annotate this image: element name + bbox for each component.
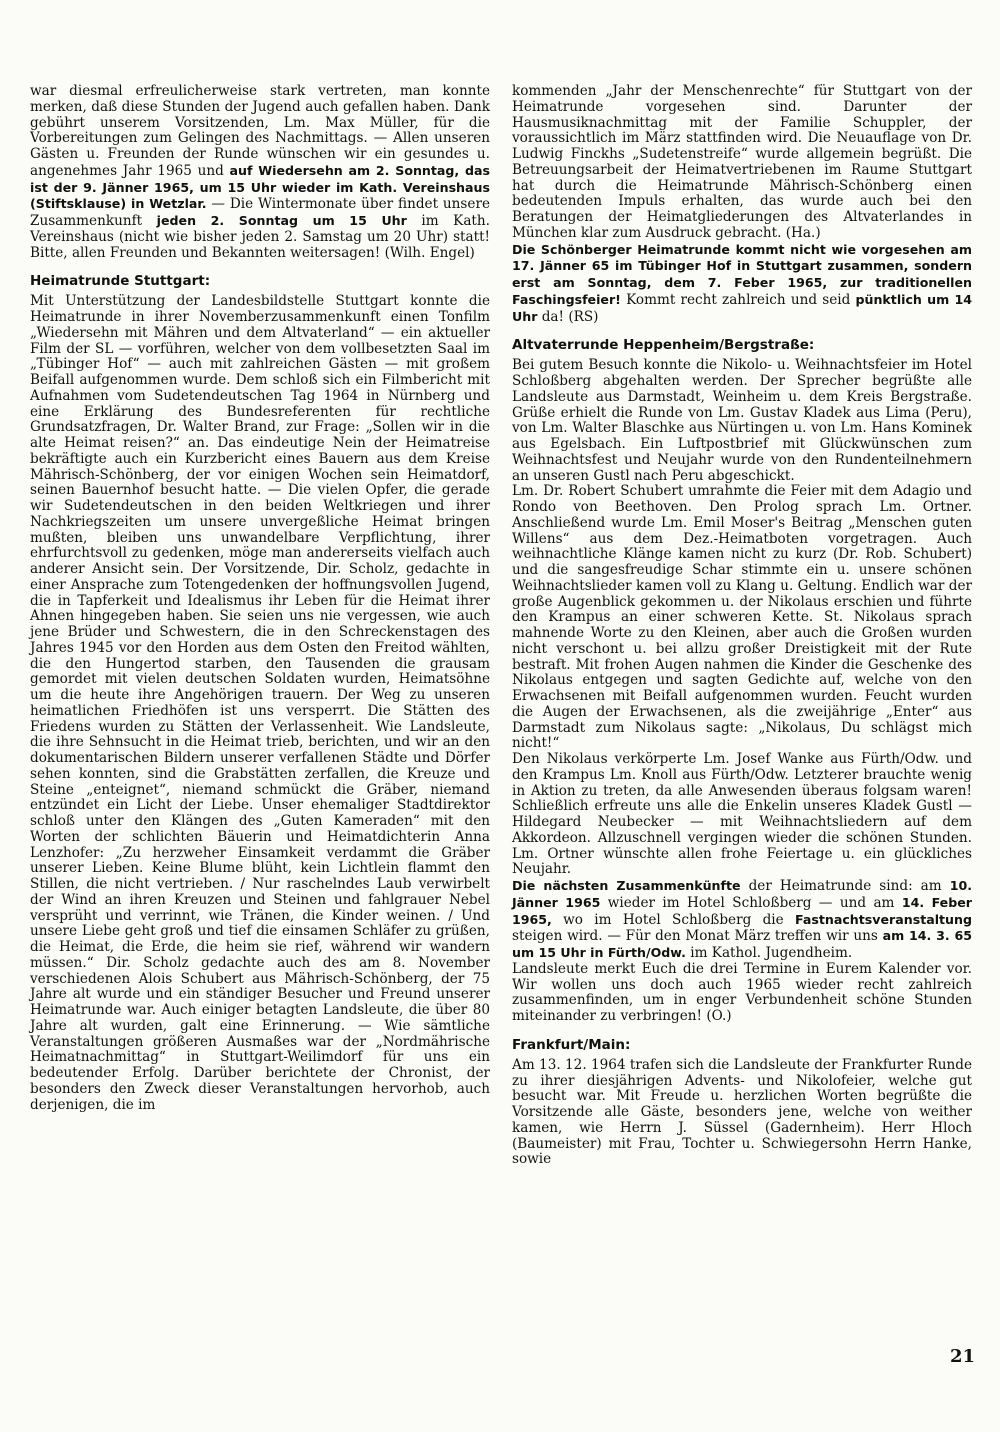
- emphasis-meeting-rhythm: jeden 2. Sonntag um 15 Uhr: [156, 213, 407, 228]
- paragraph-heppenheim-3: Den Nikolaus verkörperte Lm. Josef Wanke aus Fürth/Odw. und den Krampus Lm. Knoll aus Fürth/Odw. Letzterer brauchte wenig in Aktion zu treten, da alle Anwesenden überaus folgsam waren! Schließlich erfreute uns alle die Enkelin unseres Kladek Gustl — Hildegard Neubecker — mit Weihnachtsliedern auf dem Akkordeon. Allzuschnell vergingen wieder die schönen Stunden. Lm. Ortner wünschte allen frohe Feiertage u. ein glückliches Neujahr.: [512, 751, 972, 878]
- paragraph-stuttgart-continued: kommenden „Jahr der Menschenrechte“ für Stuttgart von der Heimatrunde vorgesehen sind. Darunter der Hausmusiknachmittag mit der Familie Schuppler, der voraussichtlich im März stattfinden wird. Die Neuauflage von Dr. Ludwig Finckhs „Sudetenstreife“ wurde allgemein begrüßt. Die Betreuungsarbeit der Heimatvertriebenen im Raume Stuttgart hat durch die Heimatrunde Mährisch-Schönberg einen bedeutenden Impuls erhalten, das wurde auch bei den Beratungen der Heimatgliederungen des Altvaterlandes in München klar zum Ausdruck gebracht. (Ha.): [512, 83, 972, 241]
- paragraph-schoenberg-notice: Die Schönberger Heimatrunde kommt nicht wie vorgesehen am 17. Jänner 65 im Tübinger Hof in Stuttgart zusammen, sondern erst am Sonntag, dem 7. Feber 1965, zur traditionellen Faschingsfeier! Kommt recht zahlreich und seid pünktlich um 14 Uhr da! (RS): [512, 241, 972, 325]
- section-heading-frankfurt: Frankfurt/Main:: [512, 1036, 631, 1053]
- section-heading-stuttgart: Heimatrunde Stuttgart:: [30, 273, 211, 290]
- emphasis-faschingsfeier: Die Schönberger Heimatrunde kommt nicht wie vorgesehen am 17. Jänner 65 im Tübinger Hof in Stuttgart zusammen, sondern erst am Sonntag, dem 7. Feber 1965, zur traditionellen Faschingsfeier!: [512, 241, 972, 307]
- paragraph-heppenheim-1: Bei gutem Besuch konnte die Nikolo- u. Weihnachtsfeier im Hotel Schloßberg abgehalten werden. Der Sprecher begrüßte alle Landsleute aus Darmstadt, Weinheim u. dem Kreis Bergstraße. Grüße erhielt die Runde von Lm. Gustav Kladek aus Lima (Peru), von Lm. Walter Blaschke aus Nürtingen u. von Lm. Hans Kominek aus Egelsbach. Ein Luftpostbrief mit Glückwünschen zum Weihnachtsfest und Neujahr wurde von den Rundenteilnehmern an unseren Gustl nach Peru abgeschickt.: [512, 357, 972, 484]
- paragraph-stuttgart-report: Mit Unterstützung der Landesbildstelle Stuttgart konnte die Heimatrunde in ihrer Novemberzusammenkunft einen Tonfilm „Wiedersehn mit Mähren und dem Altvaterland“ — ein aktueller Film der SL — vorführen, welcher von dem vollbesetzten Saal im „Tübinger Hof“ — auch mit zahlreichen Gästen — mit großem Beifall aufgenommen wurde. Dem schloß sich ein Filmbericht mit Aufnahmen vom Sudetendeutschen Tag 1964 in Nürnberg und eine Erklärung des Bundesreferenten für rechtliche Grundsatzfragen, Dr. Walter Brand, zur Frage: „Sollen wir in die alte Heimat reisen?“ an. Das eindeutige Nein der Heimatreise bekräftigte auch ein Kurzbericht eines Bauern aus dem Kreise Mährisch-Schönberg, der vor einigen Wochen sein Heimatdorf, seinen Bauernhof besucht hatte. — Die vielen Opfer, die gerade wir Sudetendeutschen in den beiden Weltkriegen und ihrer Nachkriegszeiten um unsere unvergeßliche Heimat bringen mußten, bleiben uns unwandelbare Verpflichtung, ihrer ehrfurchtsvoll zu gedenken, möge man andererseits vielfach auch anderer Ansicht sein. Der Vorsitzende, Dir. Scholz, gedachte in einer Ansprache zum Totengedenken der hoffnungsvollen Jugend, die in Tapferkeit und Idealismus ihr Leben für die Heimat ihrer Ahnen hingegeben haben. Sie seien uns nie vergessen, wie auch jene Brüder und Schwestern, die in den Schreckenstagen des Jahres 1945 vor den Horden aus dem Osten den Freitod wählten, die den Hungertod starben, den Tausenden die grausam gemordet mit vielen deutschen Soldaten wurden, Heimatsöhne um die heute ihre Angehörigen trauern. Der Weg zu unseren heimatlichen Friedhöfen ist uns versperrt. Die Stätten des Friedens wurden zu Stätten der Verlassenheit. Wie Landsleute, die ihre Sehnsucht in die Heimat trieb, berichten, und wir an den dokumentarischen Bildern unserer verfallenen Städte und Dörfer sehen konnten, sind die Grabstätten zerfallen, die Kreuze und Steine „enteignet“, niemand schmückt die Gräber, niemand entzündet ein Licht der Liebe. Unser ehemaliger Stadtdirektor schloß unter den Klängen des „Guten Kameraden“ mit den Worten der schlichten Bäuerin und Heimatdichterin Anna Lenzhofer: „Zu herzweher Einsamkeit verdammt die Gräber unserer Lieben. Keine Blume blüht, kein Lichtlein flammt den Stillen, die nicht vertrieben. / Nur raschelndes Laub verwirbelt der Wind an ihren Kreuzen und Steinen und fahlgrauer Nebel versprüht und verrinnt, wie Tränen, die Kinder weinen. / Und unsere Liebe geht groß und tief die einsamen Schläfer zu grüßen, die Heimat, die Erde, die heim sie rief, während wir wandern müssen.“ Dir. Scholz gedachte auch des am 8. November verschiedenen Alois Schubert aus Mährisch-Schönberg, der 75 Jahre alt wurde und ein ständiger Besucher und Freund unserer Heimatrunde war. Auch einiger betagten Landsleute, die über 80 Jahre alt wurden, galt eine Erinnerung. — Wie sämtliche Veranstaltungen größeren Ausmaßes war der „Nordmährische Heimatnachmittag“ in Stuttgart-Weilimdorf für uns ein bedeutender Erfolg. Darüber berichtete der Chronist, der besonders den Zweck dieser Veranstaltungen hervorhob, auch derjenigen, die im: [30, 293, 490, 1113]
- right-column: [512, 84, 972, 1168]
- paragraph-wetzlar-report: war diesmal erfreulicherweise stark vertreten, man konnte merken, daß diese Stunden der Jugend auch gefallen haben. Dank gebührt unserem Vorsitzenden, Lm. Max Müller, für die Vorbereitungen zum Gelingen des Nachmittags. — Allen unseren Gästen u. Freunden der Runde wünschen wir ein gesundes u. angenehmes Jahr 1965 und auf Wiedersehn am 2. Sonntag, das ist der 9. Jänner 1965, um 15 Uhr wieder im Kath. Vereinshaus (Stiftsklause) in Wetzlar. — Die Wintermonate über findet unsere Zusammenkunft jeden 2. Sonntag um 15 Uhr im Kath. Vereinshaus (nicht wie bisher jeden 2. Samstag um 20 Uhr) statt! Bitte, allen Freunden und Bekannten weitersagen! (Wilh. Engel): [30, 83, 490, 261]
- emphasis-meeting-date: auf Wiedersehn am 2. Sonntag, das ist der 9. Jänner 1965, um 15 Uhr wieder im Kath. Vereinshaus (Stiftsklause) in Wetzlar.: [30, 162, 490, 212]
- paragraph-frankfurt-report: Am 13. 12. 1964 trafen sich die Landsleute der Frankfurter Runde zu ihrer diesjährigen Advents- und Nikolofeier, welche gut besucht war. Mit Freude u. herzlichen Worten begrüßte die Vorsitzende alle Gäste, besonders jene, welche von weither kamen, wie Herrn J. Süssel (Gadernheim). Herr Hloch (Baumeister) mit Frau, Tochter u. Schwiegersohn Herrn Hanke, sowie: [512, 1056, 972, 1168]
- left-column: [30, 84, 490, 1113]
- emphasis-time: pünktlich um 14 Uhr: [512, 291, 972, 324]
- paragraph-heppenheim-2: Lm. Dr. Robert Schubert umrahmte die Feier mit dem Adagio und Rondo von Beethoven. Den Prolog sprach Lm. Ortner. Anschließend wurde Lm. Emil Moser's Beitrag „Menschen guten Willens“ aus dem Dez.-Heimatboten vorgetragen. Auch weihnachtliche Klänge kamen nicht zu kurz (Dr. Rob. Schubert) und die sangesfreudige Schar stimmte ein u. unsere schönen Weihnachtslieder kamen voll zu Klang u. Geltung. Endlich war der große Augenblick gekommen u. der Nikolaus erschien und führte den Krampus an einer schweren Kette. St. Nikolaus sprach mahnende Worte zu den Kleinen, aber auch die Großen wurden nicht verschont u. bei allzu großer Dreistigkeit mit der Rute bestraft. Mit frohen Augen nahmen die Kinder die Geschenke des Nikolaus entgegen und sagten Gedichte auf, welche von den Erwachsenen mit Beifall aufgenommen wurden. Feucht wurden die Augen der Erwachsenen, als die zweijährige „Enter“ aus Darmstadt zum Nikolaus sagte: „Nikolaus, Du schlägst mich nicht!“: [512, 483, 972, 752]
- paragraph-heppenheim-dates: Die nächsten Zusammenkünfte der Heimatrunde sind: am 10. Jänner 1965 wieder im Hotel Schloßberg — und am 14. Feber 1965, wo im Hotel Schloßberg die Fastnachtsveranstaltung steigen wird. — Für den Monat März treffen wir uns am 14. 3. 65 um 15 Uhr in Fürth/Odw. im Kathol. Jugendheim.: [512, 878, 972, 961]
- page-number: 21: [950, 1346, 976, 1367]
- section-heading-heppenheim: Altvaterrunde Heppenheim/Bergstraße:: [512, 337, 815, 354]
- paragraph-heppenheim-closing: Landsleute merkt Euch die drei Termine in Eurem Kalender vor. Wir wollen uns doch auch 1965 wieder recht zahlreich zusammenfinden, um in enger Verbundenheit schöne Stunden miteinander zu verbringen! (O.): [512, 960, 972, 1024]
